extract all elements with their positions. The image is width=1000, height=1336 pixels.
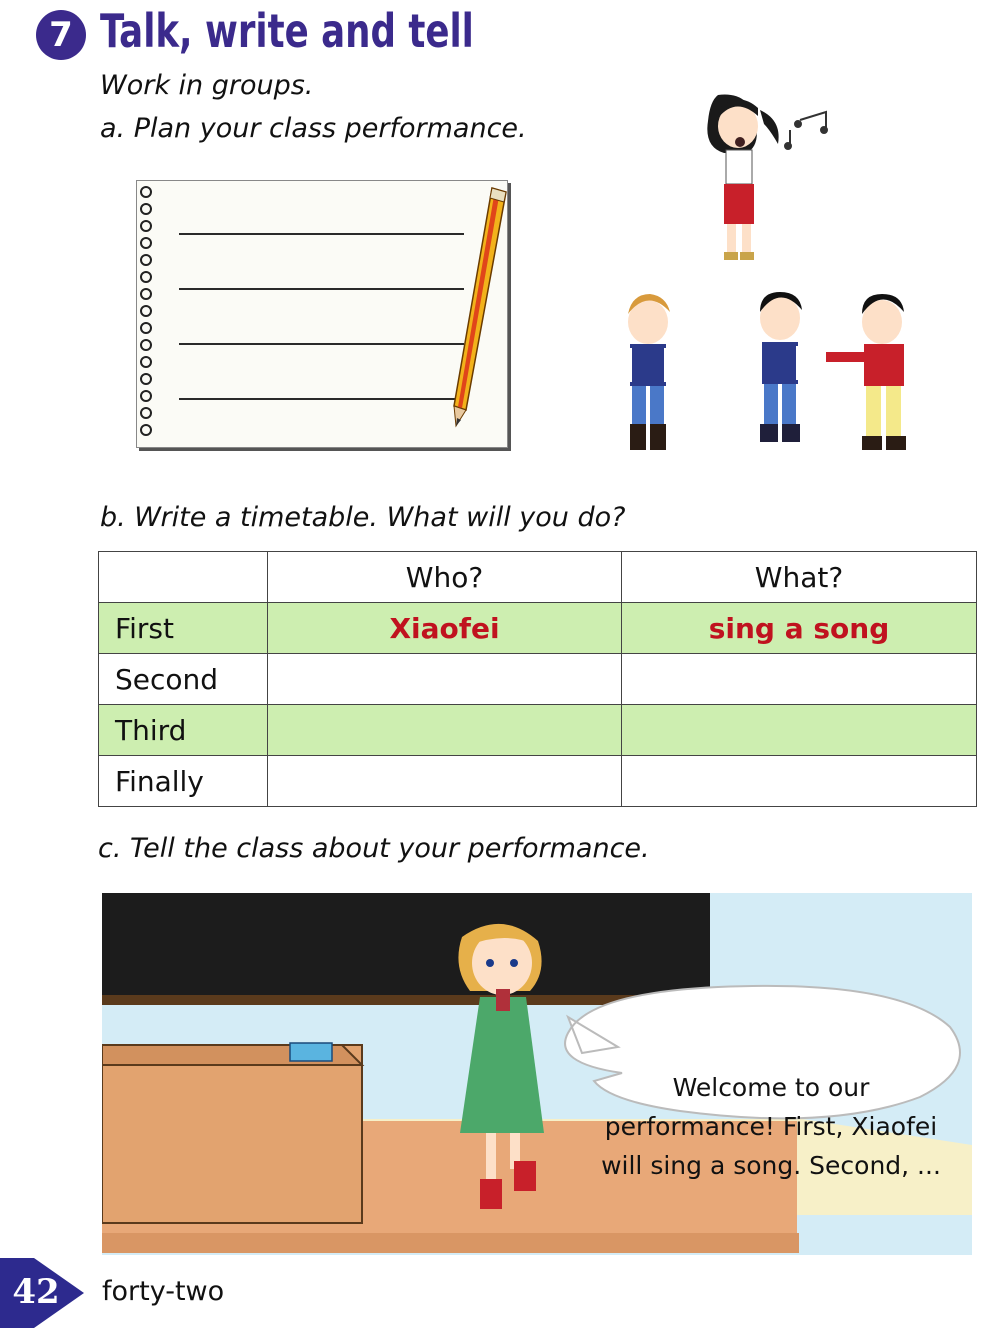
blackboard-icon xyxy=(102,893,710,998)
speech-line-1: Welcome to our xyxy=(672,1073,870,1102)
who-cell[interactable] xyxy=(268,705,622,756)
what-cell[interactable]: sing a song xyxy=(622,603,977,654)
notepad-line xyxy=(179,398,464,400)
who-cell[interactable]: Xiaofei xyxy=(268,603,622,654)
timetable-header-row xyxy=(99,552,977,603)
timetable-header-who: Who? xyxy=(268,552,622,603)
page-number-words: forty-two xyxy=(102,1276,225,1307)
music-notes-icon xyxy=(785,112,827,149)
boy-pointing-icon xyxy=(826,294,906,450)
what-cell[interactable] xyxy=(622,705,977,756)
notepad-line xyxy=(179,343,464,345)
boy-performer-icon xyxy=(624,294,672,450)
timetable-row xyxy=(99,654,977,705)
instruction-part-b: b. Write a timetable. What will you do? xyxy=(100,502,626,533)
row-label: Third xyxy=(99,705,268,756)
speech-line-2: performance! First, Xiaofei xyxy=(604,1112,938,1141)
row-label: First xyxy=(99,603,268,654)
row-label: Finally xyxy=(99,756,268,807)
spiral-binding-icon xyxy=(132,182,158,444)
instruction-part-c: c. Tell the class about your performance. xyxy=(98,833,650,864)
page-number: 42 xyxy=(12,1272,60,1312)
boy-performer-icon xyxy=(760,292,804,442)
timetable-row xyxy=(99,603,977,654)
who-cell[interactable] xyxy=(268,756,622,807)
row-label: Second xyxy=(99,654,268,705)
children-performers-illustration xyxy=(600,90,930,480)
teacher-desk-icon xyxy=(102,1045,362,1223)
instruction-part-a: a. Plan your class performance. xyxy=(100,113,527,144)
section-number-badge: 7 xyxy=(36,10,86,60)
instruction-intro: Work in groups. xyxy=(100,70,314,101)
singing-girl-icon xyxy=(707,95,778,260)
timetable-header-blank xyxy=(99,552,268,603)
section-title: Talk, write and tell xyxy=(100,4,474,58)
notepad-line xyxy=(179,288,464,290)
timetable xyxy=(98,551,977,807)
timetable-header-what: What? xyxy=(622,552,977,603)
what-cell[interactable] xyxy=(622,756,977,807)
timetable-row xyxy=(99,705,977,756)
speech-line-3: will sing a song. Second, ... xyxy=(601,1151,941,1180)
speech-bubble-text xyxy=(590,1068,952,1185)
pencil-icon xyxy=(440,182,510,432)
timetable-row xyxy=(99,756,977,807)
notepad-line xyxy=(179,233,464,235)
what-cell[interactable] xyxy=(622,654,977,705)
who-cell[interactable] xyxy=(268,654,622,705)
